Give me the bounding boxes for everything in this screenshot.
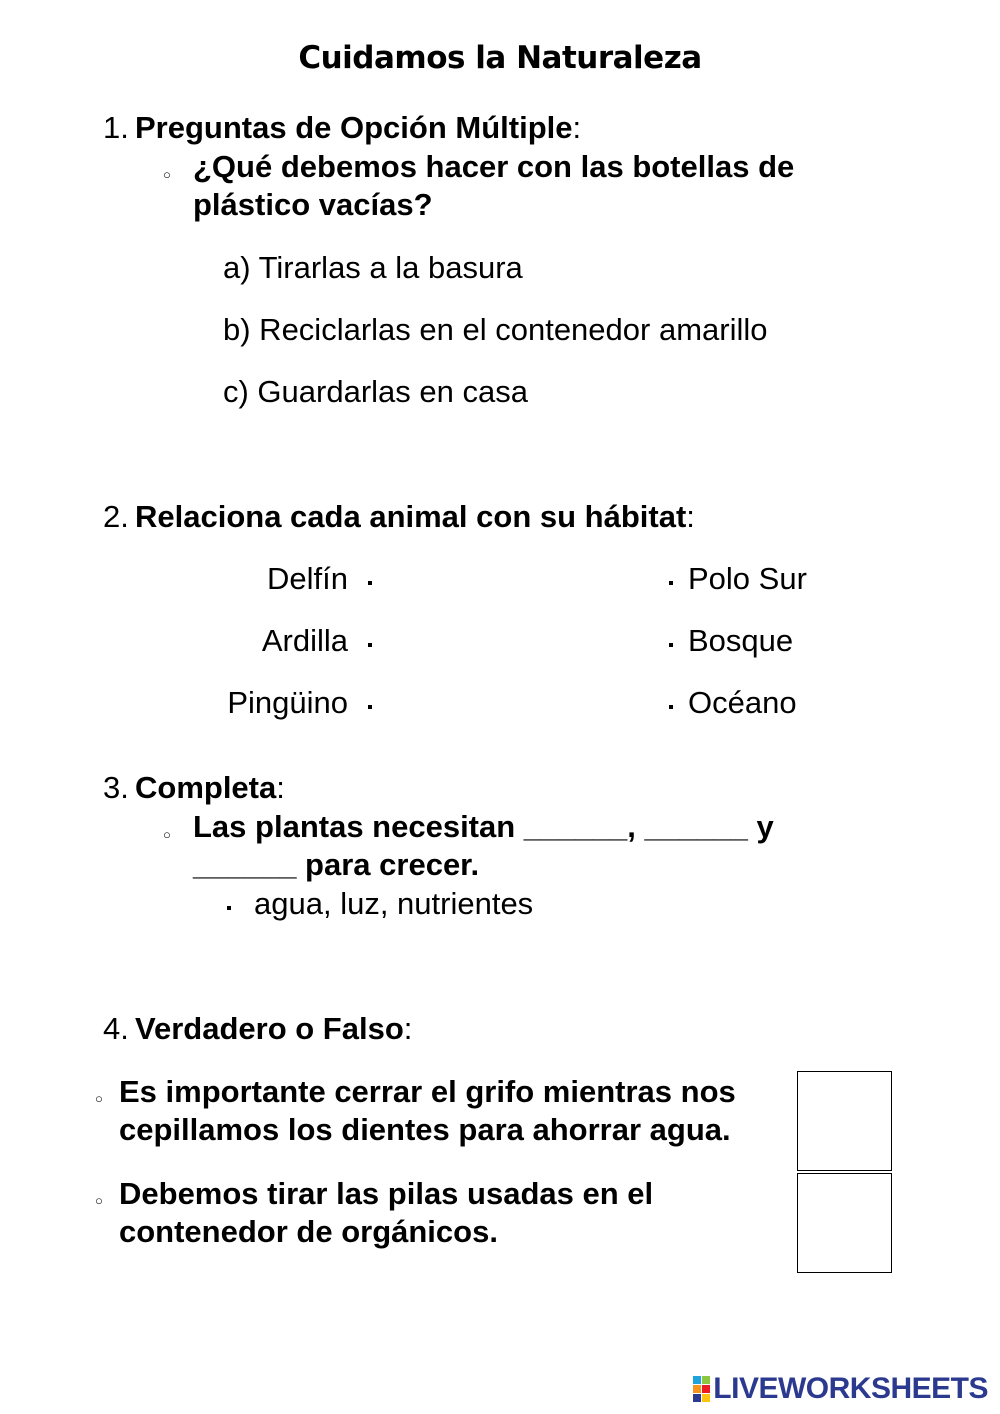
circle-bullet-icon: ○ [163, 827, 171, 842]
page-title: Cuidamos la Naturaleza [298, 40, 702, 76]
colon: : [276, 770, 285, 805]
section-title: Verdadero o Falso [135, 1011, 404, 1046]
statement-line: contenedor de orgánicos. [119, 1214, 498, 1249]
statement-line: cepillamos los dientes para ahorrar agua. [119, 1112, 731, 1147]
option-a[interactable]: a) Tirarlas a la basura [223, 250, 523, 285]
section-number: 1. [103, 110, 129, 145]
match-dot-left[interactable] [368, 705, 372, 709]
section-1-heading [103, 110, 581, 146]
section-number: 3. [103, 770, 129, 805]
option-c[interactable]: c) Guardarlas en casa [223, 374, 528, 409]
match-dot-right[interactable] [669, 581, 673, 585]
circle-bullet-icon: ○ [95, 1091, 103, 1106]
option-b[interactable]: b) Reciclarlas en el contenedor amarillo [223, 312, 768, 347]
answer-box-1[interactable] [797, 1071, 892, 1171]
question-1 [193, 148, 794, 224]
logo-mark-icon [693, 1376, 710, 1402]
liveworksheets-logo [693, 1372, 988, 1406]
question-line: plástico vacías? [193, 187, 433, 222]
statement-2 [119, 1175, 653, 1251]
match-animal: Pingüino [227, 685, 348, 720]
match-animal: Ardilla [261, 623, 348, 658]
section-title: Relaciona cada animal con su hábitat [135, 499, 687, 534]
square-bullet-icon [227, 906, 231, 910]
colon: : [686, 499, 695, 534]
sentence-line: ______ para crecer. [193, 847, 480, 882]
section-2-heading [103, 499, 695, 535]
colon: : [572, 110, 582, 145]
section-4-heading [103, 1011, 412, 1047]
match-habitat: Polo Sur [688, 561, 807, 596]
fill-in-sentence [193, 808, 774, 884]
logo-text: LIVEWORKSHEETS [713, 1372, 988, 1405]
match-dot-right[interactable] [669, 643, 673, 647]
match-dot-left[interactable] [368, 643, 372, 647]
match-animal: Delfín [267, 561, 348, 596]
match-habitat: Océano [688, 685, 797, 720]
match-dot-right[interactable] [669, 705, 673, 709]
section-title: Completa [135, 770, 277, 805]
word-bank: agua, luz, nutrientes [254, 886, 534, 921]
statement-line: Es importante cerrar el grifo mientras nos [119, 1074, 736, 1109]
section-number: 4. [103, 1011, 129, 1046]
colon: : [403, 1011, 413, 1046]
answer-box-2[interactable] [797, 1173, 892, 1273]
sentence-line: Las plantas necesitan ______, ______ y [193, 809, 774, 844]
statement-1 [119, 1073, 736, 1149]
match-dot-left[interactable] [368, 581, 372, 585]
circle-bullet-icon: ○ [163, 167, 171, 182]
circle-bullet-icon: ○ [95, 1193, 103, 1208]
question-line: ¿Qué debemos hacer con las botellas de [193, 149, 795, 184]
section-title: Preguntas de Opción Múltiple [135, 110, 573, 145]
match-habitat: Bosque [688, 623, 794, 658]
statement-line: Debemos tirar las pilas usadas en el [119, 1176, 654, 1211]
section-3-heading [103, 770, 285, 806]
section-number: 2. [103, 499, 129, 534]
